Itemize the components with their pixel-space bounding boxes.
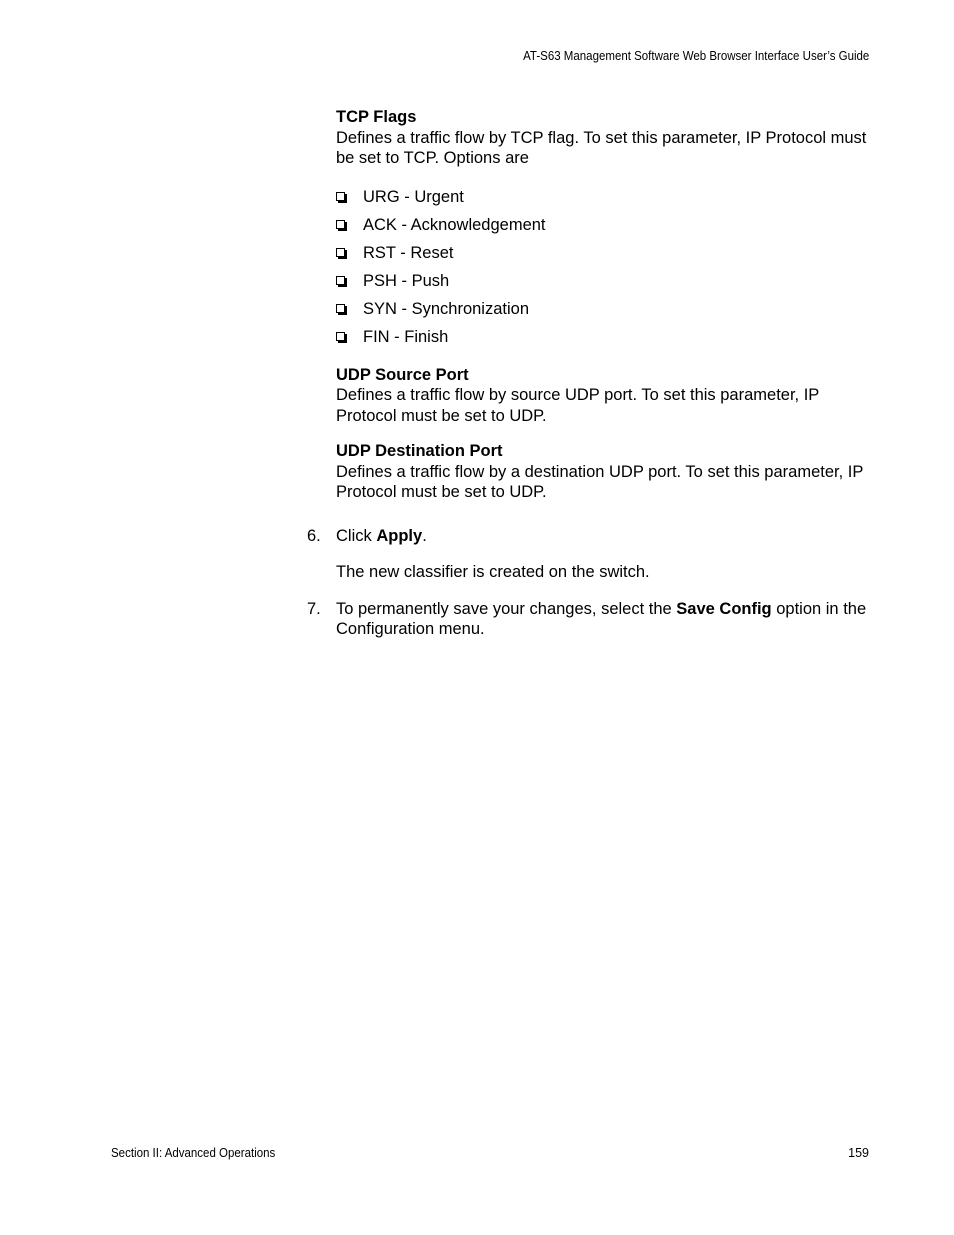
step-text-suffix: .	[422, 526, 427, 545]
checkbox-bullet-icon	[336, 220, 345, 229]
checkbox-bullet-icon	[336, 332, 345, 341]
step-number: 7.	[307, 599, 321, 618]
option-label: PSH - Push	[363, 271, 450, 290]
option-label: SYN - Synchronization	[363, 299, 529, 318]
step-text-emphasis: Apply	[376, 526, 423, 545]
tcp-flags-options-list	[336, 183, 876, 351]
step-6	[307, 526, 876, 583]
footer-section-title: Section II: Advanced Operations	[111, 1146, 276, 1160]
udp-destination-port-term: UDP Destination Port	[336, 442, 503, 460]
list-item	[336, 267, 876, 295]
list-item	[336, 295, 876, 323]
udp-source-port-term: UDP Source Port	[336, 365, 469, 384]
checkbox-bullet-icon	[336, 248, 345, 257]
step-7-text	[336, 599, 876, 640]
option-label: RST - Reset	[363, 243, 454, 262]
step-6-result: The new classifier is created on the switch.	[336, 563, 650, 581]
checkbox-bullet-icon	[336, 276, 345, 285]
step-number: 6.	[307, 526, 321, 545]
tcp-flags-term: TCP Flags	[336, 108, 417, 126]
step-text-suffix: option in the Configuration menu.	[336, 599, 867, 638]
udp-source-port-section	[336, 365, 876, 427]
step-7	[307, 599, 876, 640]
udp-destination-port-description: Defines a traffic flow by a destination UDP port. To set this parameter, IP Protocol must be set to UDP.	[336, 462, 864, 501]
list-item	[336, 183, 876, 211]
step-text-prefix: To permanently save your changes, select the	[336, 599, 677, 618]
tcp-flags-description: Defines a traffic flow by TCP flag. To set this parameter, IP Protocol must be set to TCP. Options are	[336, 128, 867, 167]
step-text-emphasis: Save Config	[676, 599, 772, 618]
list-item	[336, 211, 876, 239]
main-content	[307, 107, 876, 640]
step-6-text	[336, 526, 876, 547]
running-header: AT-S63 Management Software Web Browser Interface User’s Guide	[522, 49, 869, 63]
option-label: ACK - Acknowledgement	[363, 215, 546, 234]
option-label: URG - Urgent	[363, 187, 464, 206]
checkbox-bullet-icon	[336, 304, 345, 313]
list-item	[336, 239, 876, 267]
tcp-flags-section	[336, 107, 876, 351]
step-text-prefix: Click	[336, 526, 377, 545]
option-label: FIN - Finish	[363, 327, 449, 346]
udp-source-port-description: Defines a traffic flow by source UDP port. To set this parameter, IP Protocol must be set to UDP.	[336, 386, 820, 425]
list-item	[336, 323, 876, 351]
checkbox-bullet-icon	[336, 192, 345, 201]
udp-destination-port-section	[336, 441, 876, 503]
page-number: 159	[848, 1146, 869, 1160]
